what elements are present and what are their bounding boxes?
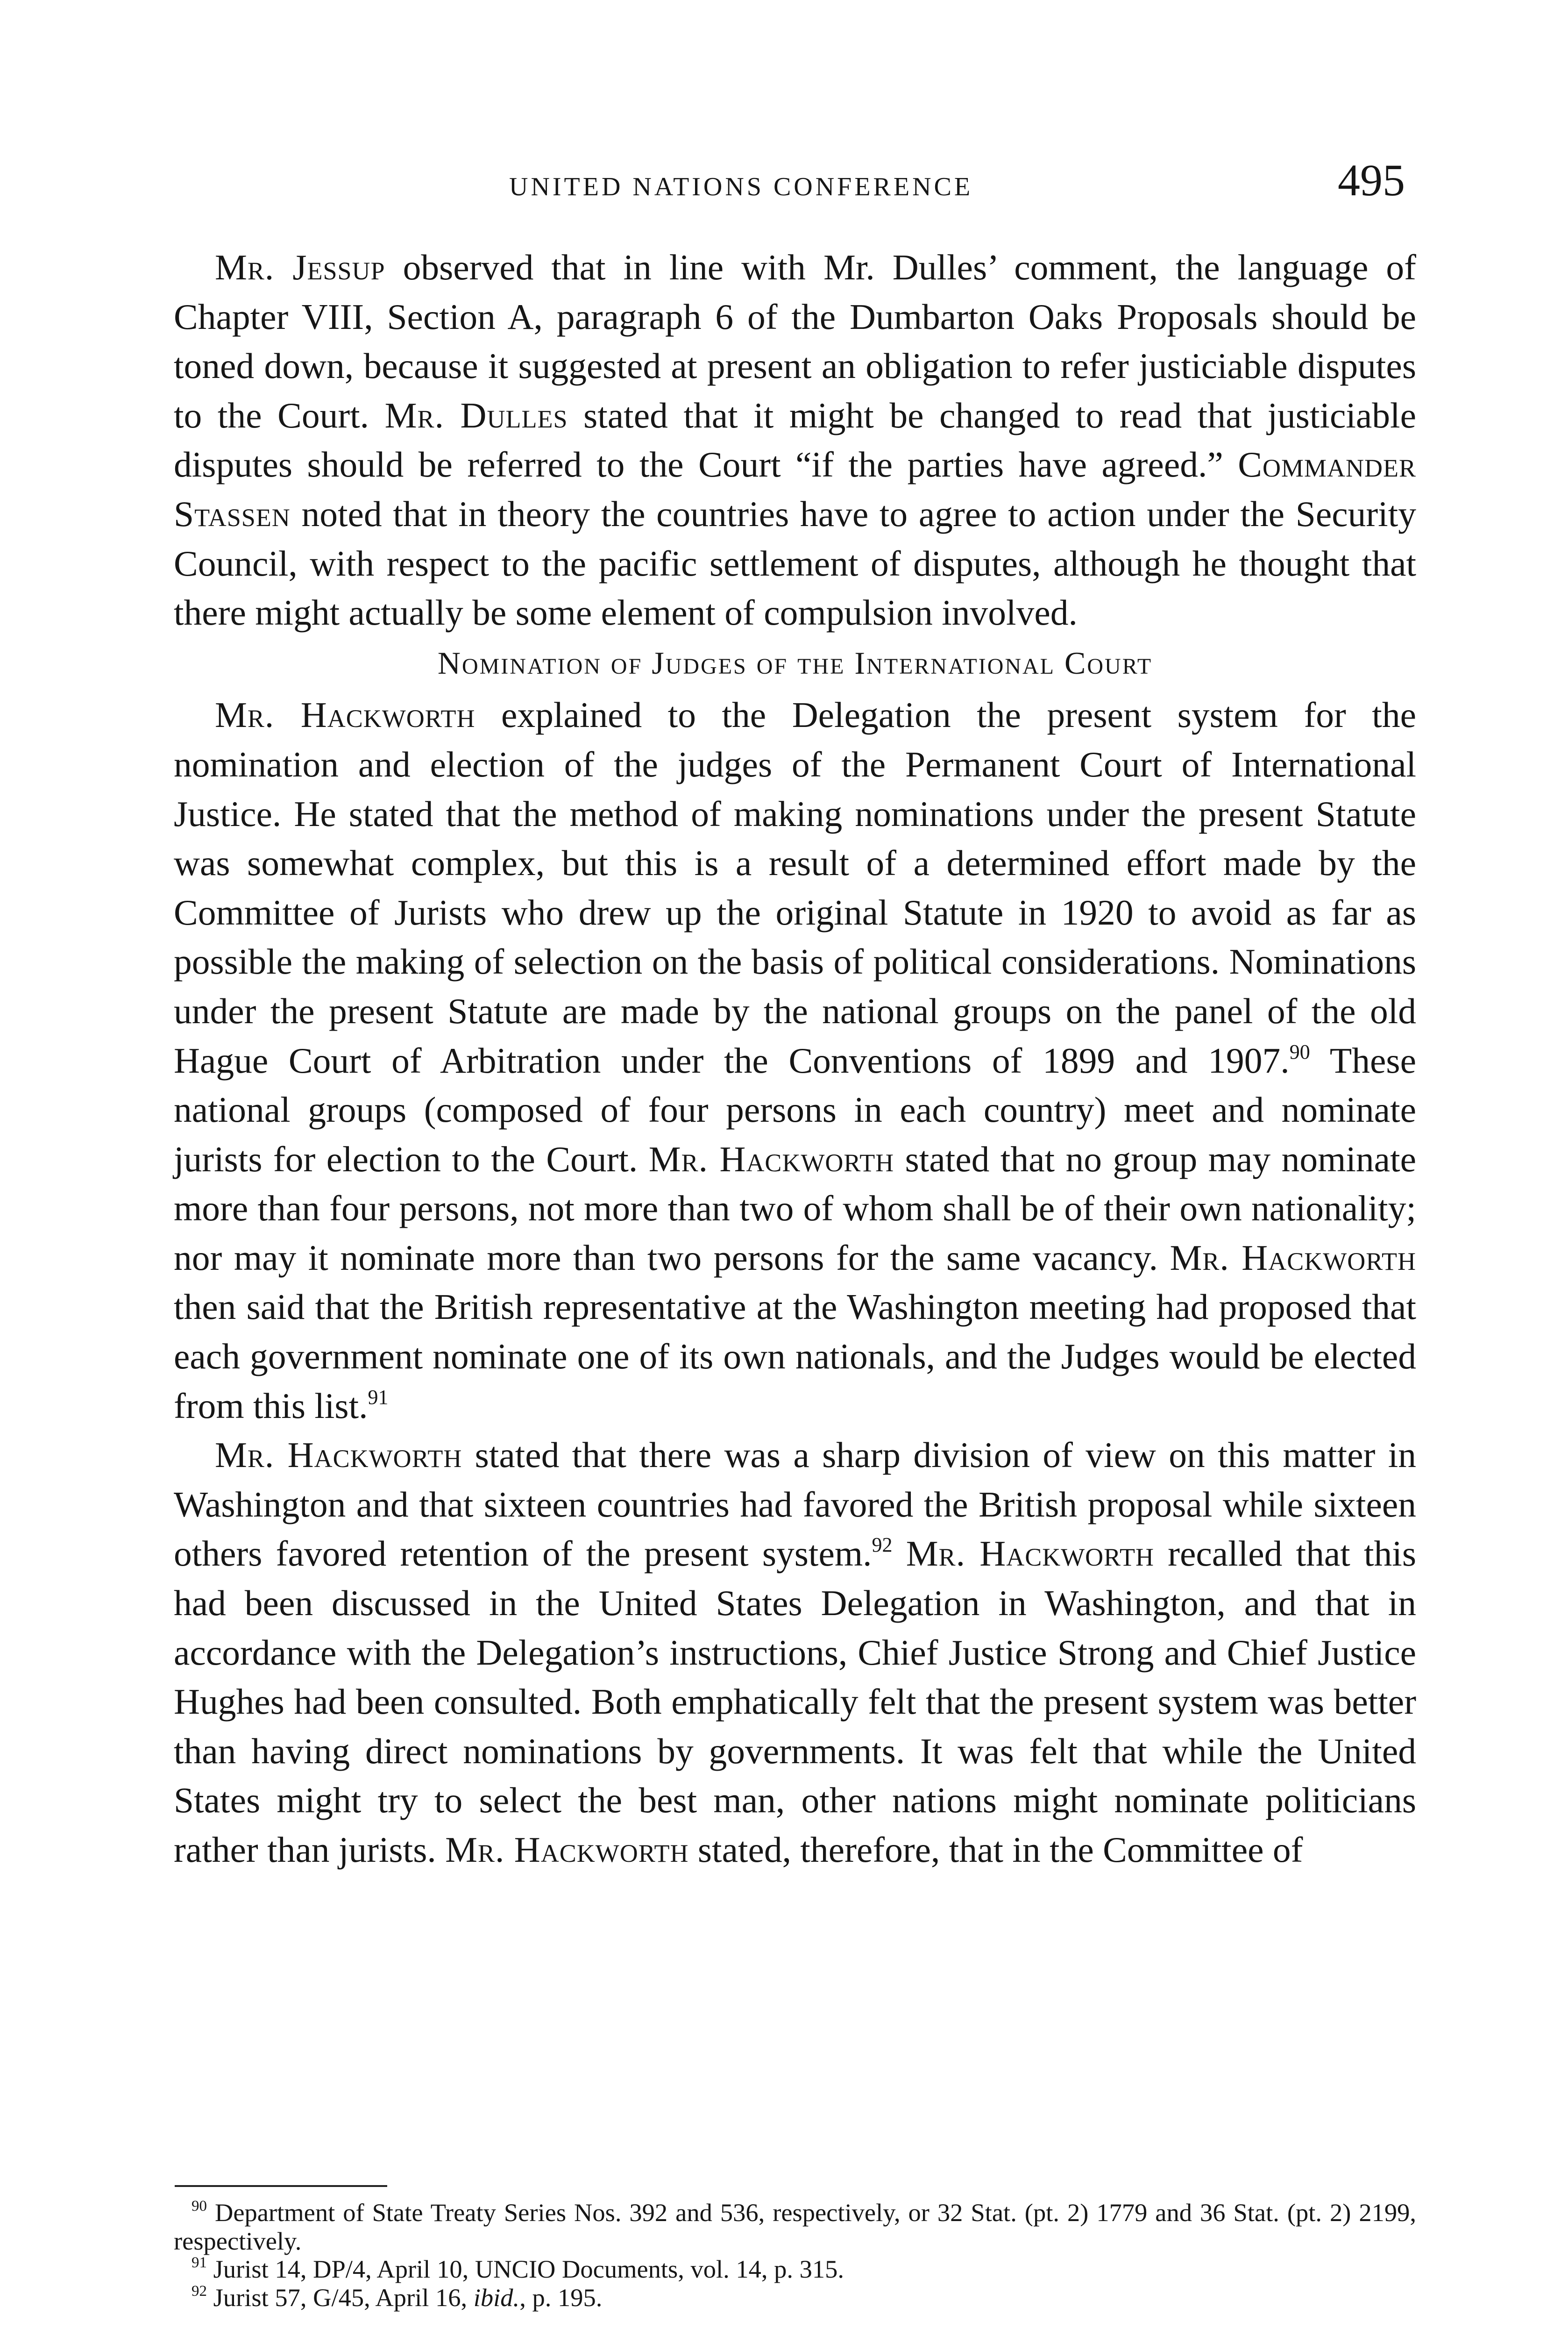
speaker-name: Mr. Hackworth bbox=[906, 1533, 1154, 1574]
footnote-divider bbox=[175, 2185, 387, 2187]
footnote-text: Jurist 14, DP/4, April 10, UNCIO Documents, vol. 14, p. 315. bbox=[207, 2255, 844, 2283]
body-text bbox=[174, 243, 1416, 1875]
page-header bbox=[173, 154, 1415, 206]
footnote-italic-text: ibid. bbox=[473, 2283, 520, 2312]
footnote-mark: 92 bbox=[192, 2282, 207, 2300]
footnote-mark: 90 bbox=[192, 2198, 207, 2215]
speaker-name: Mr. Hackworth bbox=[215, 1435, 462, 1475]
speaker-name: Mr. Dulles bbox=[384, 395, 568, 435]
paragraph-jessup-dulles bbox=[174, 243, 1416, 638]
paragraph-text: recalled that this had been discussed in the United States Delegation in Washington, and that in accordance with the Delegation’s instructions, Chief Justice Strong and Chief Justice Hughes had been consulted. Both emphatically felt that the present system was better than having direct nominations by governments. It was felt that while the United States might try to select the best man, other nations might nominate politicians rather than jurists. bbox=[174, 1533, 1417, 1870]
footnote-92 bbox=[174, 2284, 1416, 2312]
paragraph-hackworth-division bbox=[174, 1431, 1416, 1874]
paragraph-text: stated that it might be changed to read that justiciable disputes should be referred to the Court “if the parties have agreed.” bbox=[174, 395, 1416, 485]
paragraph-text bbox=[893, 1533, 906, 1574]
section-heading: Nomination of Judges of the International Court bbox=[437, 645, 1153, 681]
page-number: 495 bbox=[1338, 155, 1405, 205]
footnote-mark: 91 bbox=[192, 2254, 207, 2271]
footnote-ref: 90 bbox=[1289, 1040, 1310, 1063]
paragraph-text: These national groups (composed of four persons in each country) meet and nominate jurists for election to the Court. bbox=[174, 1040, 1416, 1179]
footnote-text: Department of State Treaty Series Nos. 392 and 536, respectively, or 32 Stat. (pt. 2) 1779 and 36 Stat. (pt. 2) 2199, respectively. bbox=[174, 2198, 1416, 2255]
footnote-ref: 92 bbox=[872, 1533, 893, 1557]
speaker-name: Mr. Hackworth bbox=[215, 695, 475, 735]
footnote-90 bbox=[174, 2199, 1416, 2255]
paragraph-text: explained to the Delegation the present system for the nomination and election of the judges of the Permanent Court of International Justice. He stated that the method of making nominations under the present Statute was somewhat complex, but this is a result of a determined effort made by the Committee of Jurists who drew up the original Statute in 1920 to avoid as far as possible the making of selection on the basis of political considerations. Nominations under the present Statute are made by the national groups on the panel of the old Hague Court of Arbitration under the Conventions of 1899 and 1907. bbox=[174, 695, 1416, 1081]
speaker-name: Mr. Hackworth bbox=[648, 1139, 894, 1179]
footnotes bbox=[174, 2199, 1416, 2312]
footnote-text: Jurist 57, G/45, April 16, bbox=[207, 2283, 474, 2312]
footnote-91 bbox=[174, 2255, 1416, 2284]
paragraph-text: stated that no group may nominate more than four persons, not more than two of whom shall be of their own nationality; nor may it nominate more than two persons for the same vacancy. bbox=[174, 1139, 1417, 1278]
speaker-name: Commander Stassen bbox=[174, 444, 1416, 534]
running-head: UNITED NATIONS CONFERENCE bbox=[509, 172, 973, 201]
speaker-name: Mr. Jessup bbox=[215, 247, 385, 287]
footnote-ref: 91 bbox=[368, 1385, 389, 1409]
paragraph-text: observed that in line with Mr. Dulles’ comment, the language of Chapter VIII, Section A, paragraph 6 of the Dumbarton Oaks Proposals should be toned down, because it suggested at present an obligation to refer justiciable disputes to the Court. bbox=[174, 247, 1416, 435]
paragraph-text: then said that the British representative at the Washington meeting had proposed that each government nominate one of its own nationals, and the Judges would be elected from this list. bbox=[174, 1287, 1416, 1426]
speaker-name: Mr. Hackworth bbox=[1170, 1237, 1416, 1278]
paragraph-text: stated that there was a sharp division of view on this matter in Washington and that sixteen countries had favored the British proposal while sixteen others favored retention of the present system. bbox=[174, 1435, 1416, 1574]
paragraph-text: noted that in theory the countries have to agree to action under the Security Council, with respect to the pacific settlement of disputes, although he thought that there might actually be some element of compulsion involved. bbox=[174, 493, 1416, 633]
footnote-text: , p. 195. bbox=[519, 2283, 603, 2312]
paragraph-hackworth-nomination bbox=[174, 691, 1416, 1431]
paragraph-text: stated, therefore, that in the Committee of bbox=[688, 1830, 1303, 1870]
speaker-name: Mr. Hackworth bbox=[445, 1830, 689, 1870]
